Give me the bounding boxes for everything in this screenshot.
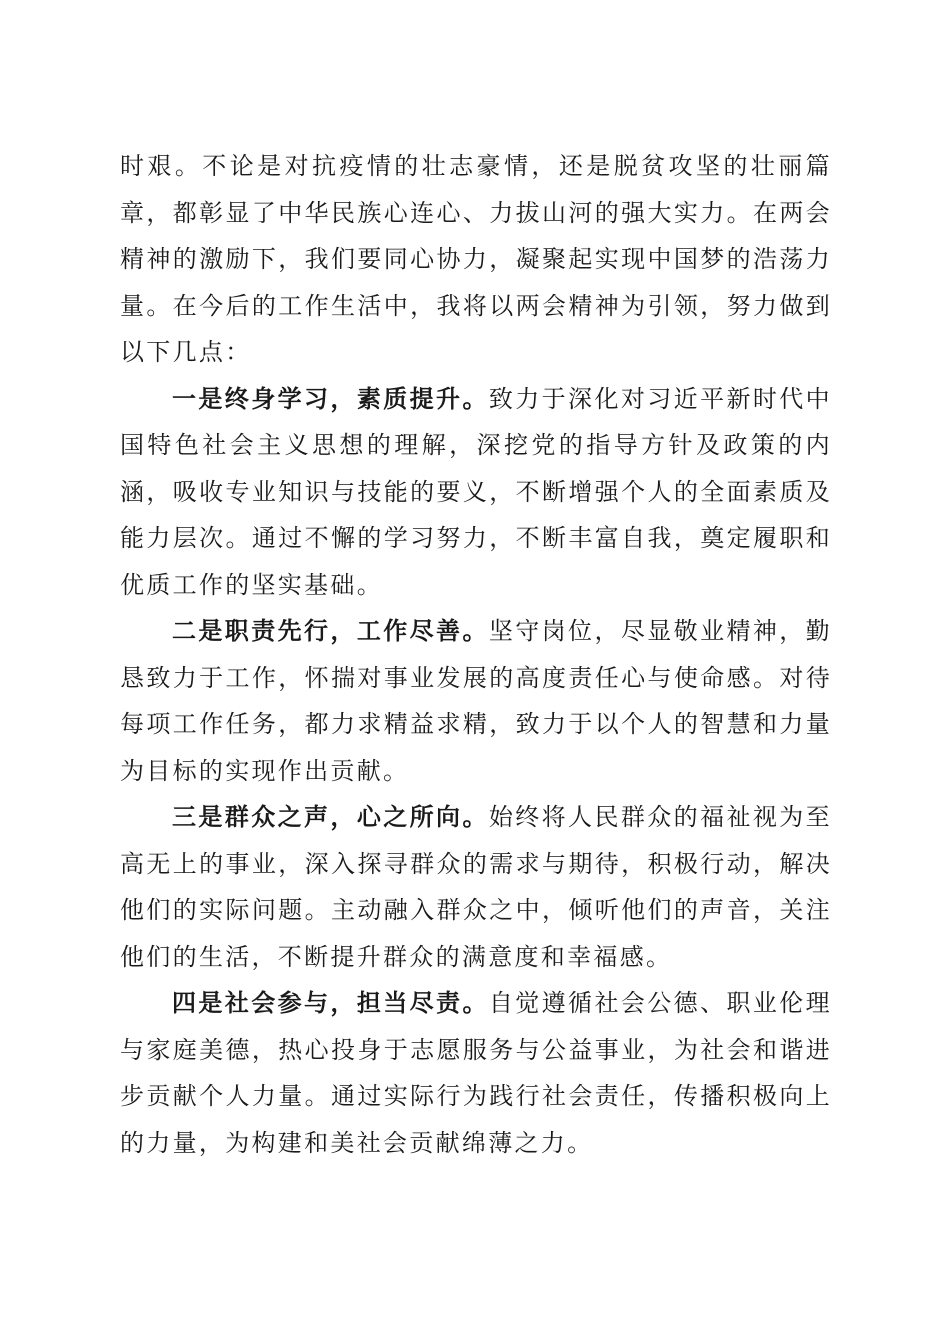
paragraph-text: 坚守岗位，尽显敬业精神，勤恳致力于工作，怀揣对事业发展的高度责任心与使命感。对待每项工作任务，都力求精益求精，致力于以个人的智慧和力量为目标的实现作出贡献。	[120, 617, 832, 785]
paragraph-text: 自觉遵循社会公德、职业伦理与家庭美德，热心投身于志愿服务与公益事业，为社会和谐进步贡献个人力量。通过实际行为践行社会责任，传播积极向上的力量，为构建和美社会贡献绵薄之力。	[120, 989, 832, 1157]
paragraph-point-2	[120, 608, 832, 794]
paragraph-point-1	[120, 376, 832, 609]
paragraph-text: 时艰。不论是对抗疫情的壮志豪情，还是脱贫攻坚的壮丽篇章，都彰显了中华民族心连心、力拔山河的强大实力。在两会精神的激励下，我们要同心协力，凝聚起实现中国梦的浩荡力量。在今后的工作生活中，我将以两会精神为引领，努力做到以下几点：	[120, 152, 832, 366]
paragraph-lead: 一是终身学习，素质提升。	[172, 383, 489, 413]
paragraph-lead: 三是群众之声，心之所向。	[172, 802, 489, 831]
paragraph-lead: 二是职责先行，工作尽善。	[172, 616, 489, 645]
paragraph-text: 致力于深化对习近平新时代中国特色社会主义思想的理解，深挖党的指导方针及政策的内涵，吸收专业知识与技能的要义，不断增强个人的全面素质及能力层次。通过不懈的学习努力，不断丰富自我，奠定履职和优质工作的坚实基础。	[120, 384, 832, 599]
document-body	[120, 143, 832, 1166]
paragraph-lead: 四是社会参与，担当尽责。	[172, 988, 489, 1017]
paragraph-point-4	[120, 980, 832, 1166]
paragraph-intro	[120, 143, 832, 376]
paragraph-text: 始终将人民群众的福祉视为至高无上的事业，深入探寻群众的需求与期待，积极行动，解决他们的实际问题。主动融入群众之中，倾听他们的声音，关注他们的生活，不断提升群众的满意度和幸福感。	[120, 803, 832, 971]
paragraph-point-3	[120, 794, 832, 980]
